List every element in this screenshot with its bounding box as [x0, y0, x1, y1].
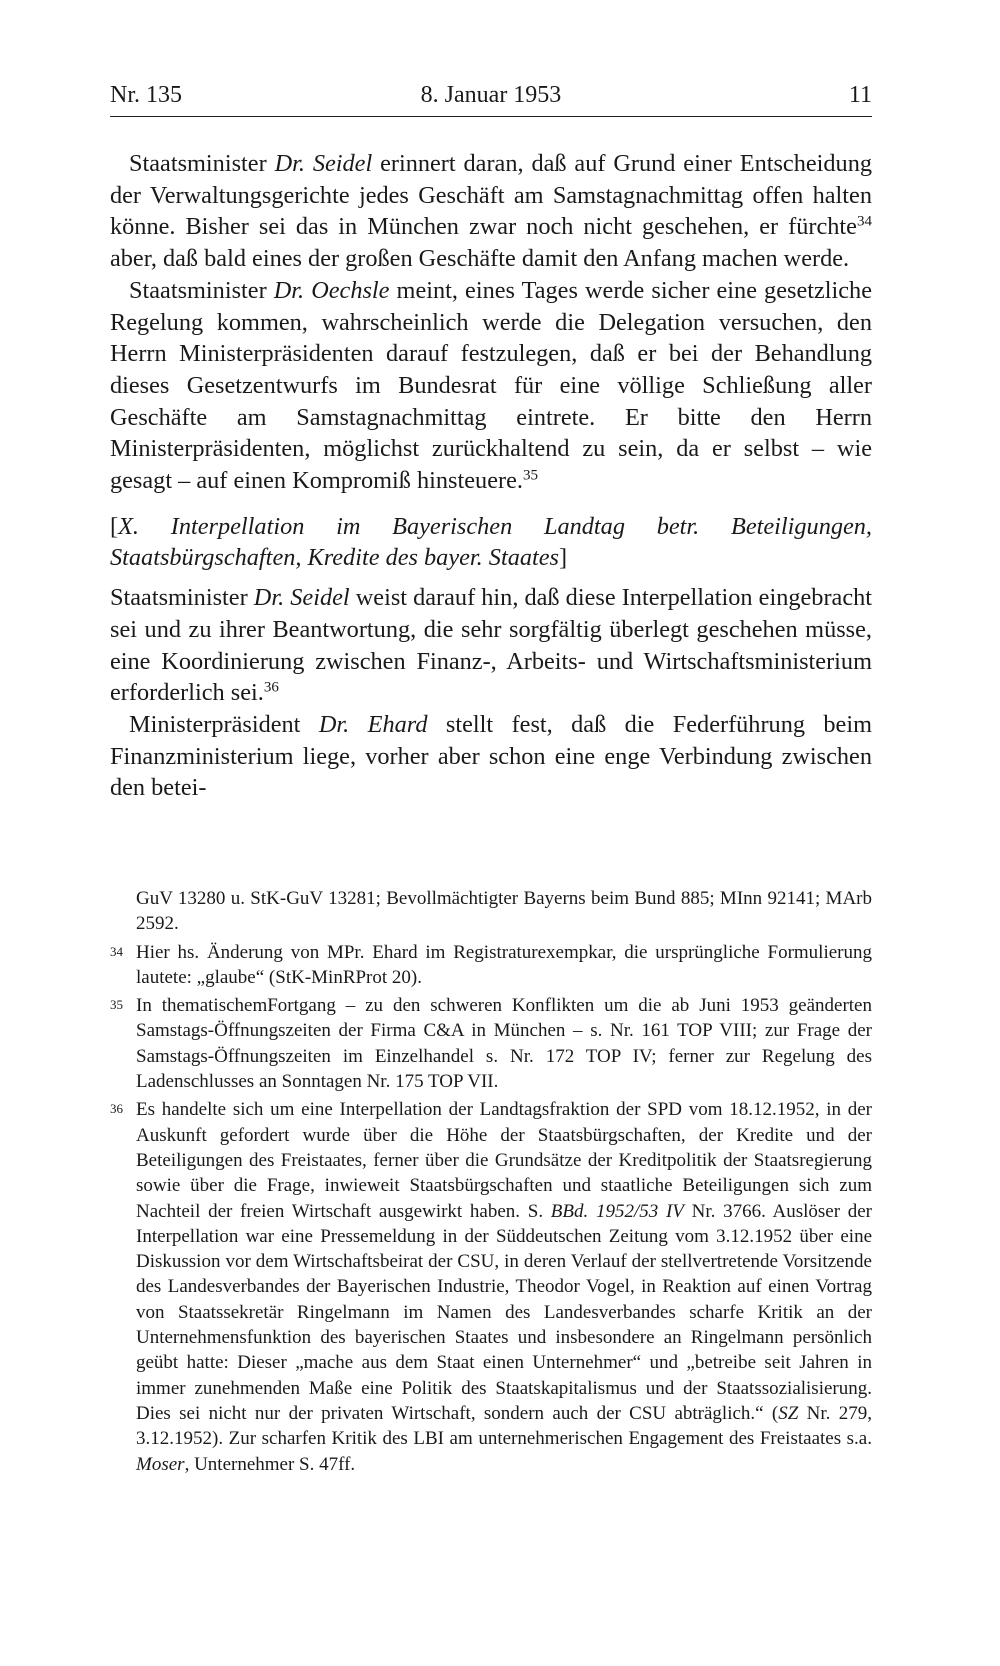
- footnote-text: Nr. 3766. Auslöser der Interpellation war eine Pressemeldung in der Süddeutschen Zeitung vom 3.12.1952 über eine Diskussion vor dem Wirtschaftsbeirat der CSU, in deren Verlauf der stellvertretende Vorsitzende des Landesverbandes der Bayerischen Industrie, Theodor Vogel, in Reaktion auf einen Vortrag von Staatssekretär Ringelmann im Namen des Landesverbandes scharfe Kritik an der Unternehmensfunktion des bayerischen Staates und insbesondere an Ringelmann persönlich geübt hatte: Dieser „mache aus dem Staat einen Unternehmer“ und „betreibe seit Jahren in immer zunehmenden Maße eine Politik des Staatskapitalismus und der Staatssozialisierung. Dies sei nicht nur der privaten Wirtschaft, sondern auch der CSU abträglich.“ (: [136, 1200, 872, 1424]
- speaker-name: Dr. Oechsle: [273, 276, 390, 304]
- text-run: erinnert daran, daß auf Grund einer Entscheidung der Verwaltungsgerichte jedes Geschäft am Samstagnachmittag offen halten könne. Bisher sei das in München zwar noch nicht geschehen, er fürchte: [110, 150, 872, 241]
- running-header: [110, 82, 872, 117]
- text-run: Staatsminister: [129, 276, 274, 304]
- footnote-34: [110, 940, 872, 991]
- bracket-close: ]: [559, 544, 568, 572]
- page-number: 11: [848, 82, 872, 108]
- footnote-text: Hier hs. Änderung von MPr. Ehard im Registraturexempkar, die ursprüngliche Formulierung lautete: „glaube“ (StK-MinRProt 20).: [136, 941, 872, 988]
- paragraph-seidel-2: [110, 582, 872, 709]
- citation-italic: SZ: [778, 1402, 799, 1424]
- main-text: [110, 148, 872, 804]
- text-run: weist darauf hin, daß diese Interpellation eingebracht sei und zu ihrer Beantwortung, die sehr sorgfältig überlegt geschehen müsse, eine Koordinierung zwischen Finanz-, Arbeits- und Wirtschaftsministerium erforderlich sei.: [110, 584, 873, 707]
- bracket-open: [: [110, 512, 119, 540]
- header-date: 8. Januar 1953: [420, 82, 562, 108]
- footnotes: [110, 886, 872, 1480]
- speaker-name: Dr. Seidel: [274, 150, 373, 177]
- paragraph-oechsle: [110, 275, 872, 497]
- text-run: meint, eines Tages werde sicher eine gesetzliche Regelung kommen, wahrscheinlich werde die Delegation versuchen, den Herrn Ministerpräsidenten darauf festzulegen, daß er bei der Behandlung dieses Gesetzentwurfs im Bundesrat für eine völlige Schließung aller Geschäfte am Samstagnachmittag eintrete. Er bitte den Herrn Ministerpräsidenten, möglichst zurückhaltend zu sein, da er selbst – wie gesagt – auf einen Kompromiß hinsteuere.: [110, 276, 872, 495]
- footnote-text: Nr. 279, 3.12.1952). Zur scharfen Kritik des LBI am unternehmerischen Engagement des Freistaates s.a.: [136, 1402, 873, 1450]
- paragraph-seidel-1: [110, 148, 872, 275]
- footnote-number: 35: [110, 997, 123, 1013]
- footnote-text: , Unternehmer S. 47ff.: [184, 1453, 356, 1475]
- footnote-continuation: [110, 886, 872, 937]
- text-run: aber, daß bald eines der großen Geschäfte damit den Anfang machen werde.: [110, 245, 850, 273]
- footnote-ref-34: 34: [856, 214, 872, 231]
- citation-italic: BBd. 1952/53 IV: [550, 1200, 684, 1222]
- footnote-number: 34: [110, 943, 123, 959]
- text-run: Staatsminister: [110, 584, 254, 612]
- text-run: Ministerpräsident: [129, 710, 319, 738]
- footnote-35: [110, 993, 872, 1094]
- speaker-name: Dr. Seidel: [253, 584, 350, 612]
- footnote-36: [110, 1097, 872, 1476]
- footnote-text: GuV 13280 u. StK-GuV 13281; Bevollmächtigter Bayerns beim Bund 885; MInn 92141; MArb 2592.: [136, 888, 872, 935]
- paragraph-ehard: [110, 709, 872, 804]
- agenda-item-heading: [110, 511, 872, 574]
- footnote-ref-36: 36: [263, 679, 279, 696]
- agenda-item-title: X. Interpellation im Bayerischen Landtag betr. Beteiligungen, Staatsbürgschaften, Kredite des bayer. Staates: [110, 512, 872, 572]
- text-run: stellt fest, daß die Federführung beim Finanzministerium liege, vorher aber schon eine enge Verbindung zwischen den betei-: [110, 710, 872, 802]
- speaker-name: Dr. Ehard: [318, 710, 428, 738]
- footnote-number: 36: [110, 1101, 123, 1117]
- document-number: Nr. 135: [110, 82, 182, 108]
- text-run: Staatsminister: [129, 150, 275, 177]
- footnote-ref-35: 35: [522, 467, 538, 484]
- footnote-text: Es handelte sich um eine Interpellation der Landtagsfraktion der SPD vom 18.12.1952, in der Auskunft gefordert wurde über die Höhe der Staatsbürgschaften, der Kredite und der Beteiligungen des Freistaates, ferner über die Grundsätze der Kreditpolitik der Staatsregierung sowie über die Frage, inwieweit Staatsbürgschaften und staatliche Beteiligungen sich zum Nachteil der freien Wirtschaft ausgewirkt haben. S.: [136, 1099, 872, 1222]
- footnote-text: In thematischemFortgang – zu den schweren Konflikten um die ab Juni 1953 geänderten Samstags-Öffnungszeiten der Firma C&A in München – s. Nr. 161 TOP VIII; zur Frage der Samstags-Öffnungszeiten im Einzelhandel s. Nr. 172 TOP IV; ferner zur Regelung des Ladenschlusses an Sonntagen Nr. 175 TOP VII.: [136, 995, 872, 1093]
- author-name: Moser: [136, 1453, 185, 1475]
